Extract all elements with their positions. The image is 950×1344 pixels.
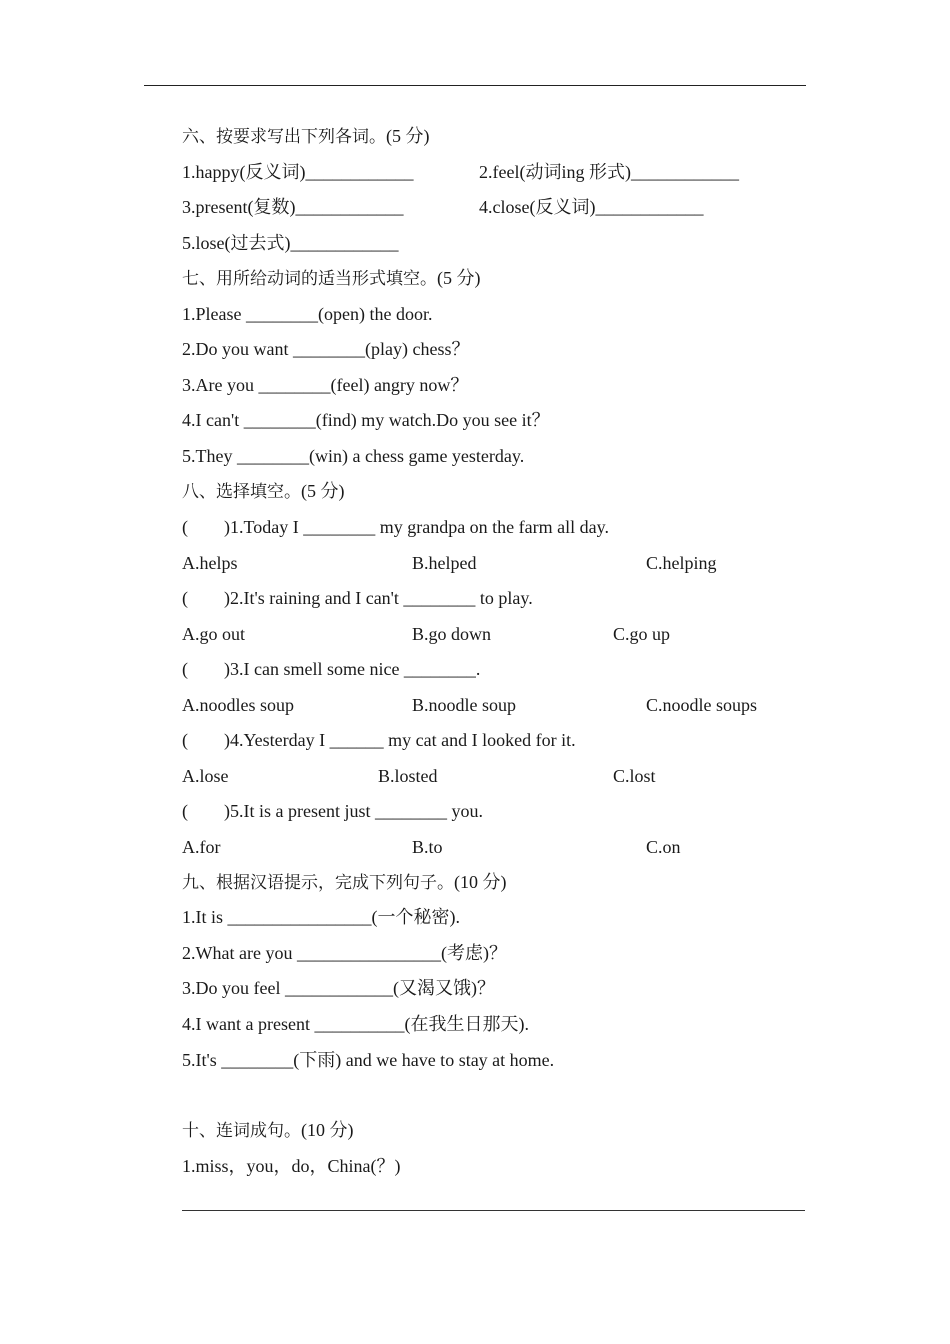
section-9-heading xyxy=(182,871,507,894)
s8-q4-option-b: B.losted xyxy=(378,766,438,786)
s8-q3-option-b: B.noodle soup xyxy=(412,695,517,715)
section-8-points: (5 分) xyxy=(301,481,345,501)
s8-q4-option-a: A.lose xyxy=(182,766,229,786)
header-rule xyxy=(144,85,806,86)
section-8-title: 八、选择填空。 xyxy=(182,482,301,502)
s7-item-5: 5.They ________(win) a chess game yesterday. xyxy=(182,446,525,466)
s7-item-4: 4.I can't ________(find) my watch.Do you see it？ xyxy=(182,410,550,430)
s9-item-3: 3.Do you feel ____________(又渴又饿)？ xyxy=(182,978,495,998)
s8-q4-option-c: C.lost xyxy=(613,766,656,786)
s8-q3-option-c: C.noodle soups xyxy=(646,695,758,715)
s8-q2-option-c: C.go up xyxy=(613,624,671,644)
s8-q1-option-c: C.helping xyxy=(646,553,717,573)
s8-q5-option-a: A.for xyxy=(182,837,221,857)
s8-q1-option-a: A.helps xyxy=(182,553,238,573)
section-8-heading xyxy=(182,480,345,503)
s8-q2-option-a: A.go out xyxy=(182,624,245,644)
s7-item-2: 2.Do you want ________(play) chess？ xyxy=(182,339,470,359)
s8-q2-stem: ( )2.It's raining and I can't ________ to play. xyxy=(182,588,533,608)
s8-q3-stem: ( )3.I can smell some nice ________. xyxy=(182,659,481,679)
answer-line xyxy=(182,1210,805,1211)
s8-q1-option-b: B.helped xyxy=(412,553,477,573)
s9-item-2: 2.What are you ________________(考虑)？ xyxy=(182,943,507,963)
s8-q5-option-c: C.on xyxy=(646,837,681,857)
section-7-title: 七、用所给动词的适当形式填空。 xyxy=(182,269,437,289)
s8-q2-option-b: B.go down xyxy=(412,624,492,644)
s7-item-3: 3.Are you ________(feel) angry now？ xyxy=(182,375,469,395)
s9-item-5: 5.It's ________(下雨) and we have to stay at home. xyxy=(182,1050,555,1070)
section-9-points: (10 分) xyxy=(454,872,507,892)
section-9-title: 九、根据汉语提示，完成下列句子。 xyxy=(182,873,454,893)
section-10-title: 十、连词成句。 xyxy=(182,1121,301,1141)
s6-item-2: 2.feel(动词ing 形式)____________ xyxy=(479,162,739,182)
s9-item-4: 4.I want a present __________(在我生日那天). xyxy=(182,1014,529,1034)
section-7-heading xyxy=(182,267,481,290)
s8-q5-option-b: B.to xyxy=(412,837,443,857)
s10-item-1: 1.miss，you，do，China(？) xyxy=(182,1156,401,1176)
s8-q5-stem: ( )5.It is a present just ________ you. xyxy=(182,801,483,821)
s6-item-3: 3.present(复数)____________ xyxy=(182,197,404,217)
s8-q4-stem: ( )4.Yesterday I ______ my cat and I looked for it. xyxy=(182,730,576,750)
section-6-heading xyxy=(182,125,430,148)
s7-item-1: 1.Please ________(open) the door. xyxy=(182,304,433,324)
s6-item-5: 5.lose(过去式)____________ xyxy=(182,233,399,253)
s9-item-1: 1.It is ________________(一个秘密). xyxy=(182,907,460,927)
s6-item-1: 1.happy(反义词)____________ xyxy=(182,162,414,182)
section-10-points: (10 分) xyxy=(301,1120,354,1140)
s8-q3-option-a: A.noodles soup xyxy=(182,695,294,715)
s6-item-4: 4.close(反义词)____________ xyxy=(479,197,704,217)
s8-q1-stem: ( )1.Today I ________ my grandpa on the farm all day. xyxy=(182,517,609,537)
section-10-heading xyxy=(182,1119,354,1142)
section-6-title: 六、按要求写出下列各词。 xyxy=(182,127,386,147)
section-7-points: (5 分) xyxy=(437,268,481,288)
section-6-points: (5 分) xyxy=(386,126,430,146)
